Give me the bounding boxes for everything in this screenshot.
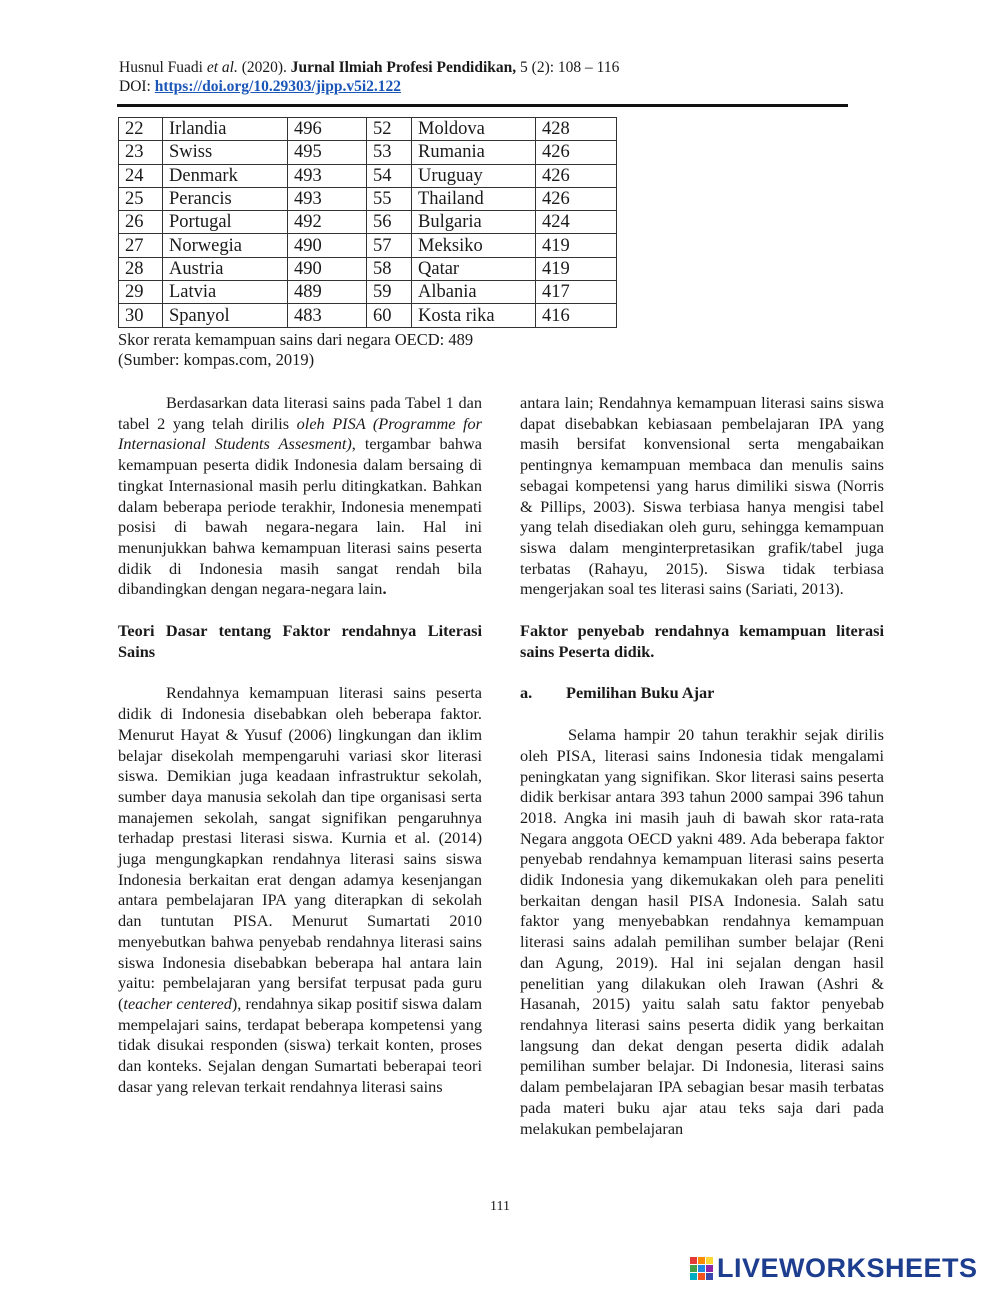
left-column: [118, 393, 482, 1098]
citation-etal: et al.: [206, 59, 238, 76]
table-cell: 57: [367, 234, 412, 257]
table-row: [119, 164, 617, 187]
table-cell: 56: [367, 211, 412, 234]
right-column: [520, 393, 884, 1139]
table-row: [119, 257, 617, 280]
logo-square: [690, 1265, 697, 1272]
logo-text: LIVEWORKSHEETS: [717, 1253, 978, 1283]
doi-line: [119, 77, 619, 96]
table-cell: Thailand: [412, 187, 536, 210]
table-cell: Latvia: [163, 281, 288, 304]
table-cell: 54: [367, 164, 412, 187]
journal-name: Jurnal Ilmiah Profesi Pendidikan,: [290, 59, 517, 76]
table-cell: 428: [536, 118, 617, 141]
table-cell: Norwegia: [163, 234, 288, 257]
table-cell: 416: [536, 304, 617, 327]
text-run-italic: teacher centered: [123, 993, 232, 1013]
table-cell: 493: [288, 187, 367, 210]
table-cell: Irlandia: [163, 118, 288, 141]
table-row: [119, 141, 617, 164]
table-cell: Swiss: [163, 141, 288, 164]
subsection-title: Pemilihan Buku Ajar: [566, 683, 715, 703]
table-cell: 58: [367, 257, 412, 280]
table-row: [119, 281, 617, 304]
table-cell: 29: [119, 281, 163, 304]
citation-year: (2020).: [237, 59, 291, 76]
table-cell: 419: [536, 234, 617, 257]
table-cell: 496: [288, 118, 367, 141]
table-cell: 27: [119, 234, 163, 257]
table-row: [119, 187, 617, 210]
table-cell: 417: [536, 281, 617, 304]
table-cell: 419: [536, 257, 617, 280]
table-note-oecd: Skor rerata kemampuan sains dari negara OECD: 489: [118, 330, 474, 349]
section-heading: Faktor penyebab rendahnya kemampuan literasi sains Peserta didik.: [520, 621, 884, 661]
table-cell: Portugal: [163, 211, 288, 234]
doi-link[interactable]: https://doi.org/10.29303/jipp.v5i2.122: [154, 78, 402, 95]
table-source: (Sumber: kompas.com, 2019): [118, 349, 315, 369]
logo-square: [698, 1273, 705, 1280]
table-cell: Spanyol: [163, 304, 288, 327]
text-run: Rendahnya kemampuan literasi sains peserta didik di Indonesia disebabkan oleh beberapa faktor. Menurut Hayat & Yusuf (2006) lingkungan dan iklim belajar disekolah mempengaruhi variasi skor literasi siswa. Demikian juga keadaan infrastruktur sekolah, sumber daya manusia sekolah dan tipe organisasi serta manajemen sekolah, sangat signifikan pengaruhnya terhadap prestasi literasi siswa. Kurnia et al. (2014) juga mengungkapkan rendahnya literasi sains siswa Indonesia berkaitan erat dengan adamya kesenjangan antara pembelajaran IPA yang diterapkan di sekolah dan tuntutan PISA. Menurut Sumartati 2010 menyebutkan bahwa penyebab rendahnya literasi sains siswa Indonesia disebabkan beberapa hal antara lain yaitu: pembelajaran yang bersifat terpusat pada guru (: [118, 683, 482, 1013]
table-cell: Kosta rika: [412, 304, 536, 327]
table-cell: 28: [119, 257, 163, 280]
table-cell: 26: [119, 211, 163, 234]
table-cell: 23: [119, 141, 163, 164]
table-cell: Perancis: [163, 187, 288, 210]
header-rule: [117, 104, 848, 107]
table-cell: 490: [288, 257, 367, 280]
table-cell: 426: [536, 187, 617, 210]
logo-square: [690, 1273, 697, 1280]
paragraph: antara lain; Rendahnya kemampuan literasi sains siswa dapat disebabkan kebiasaan pembelajaran IPA yang masih bersifat konvensional serta mengabaikan pentingnya kemampuan membaca dan menulis sains sebagai kompetensi yang harus dimiliki siswa (Norris & Pillips, 2003). Siswa terbiasa hanya mengisi tabel yang telah disediakan oleh guru, sehingga kemampuan siswa dalam menginterpretasikan grafik/tabel juga terbatas (Rahayu, 2015). Siswa tidak terbiasa mengerjakan soal tes literasi sains (Sariati, 2013).: [520, 393, 884, 599]
table-cell: Rumania: [412, 141, 536, 164]
running-header: [119, 58, 619, 96]
table-cell: 424: [536, 211, 617, 234]
subsection-heading: [520, 683, 884, 704]
table-cell: Moldova: [412, 118, 536, 141]
table-cell: 59: [367, 281, 412, 304]
paragraph: Selama hampir 20 tahun terakhir sejak dirilis oleh PISA, literasi sains Indonesia tidak mengalami peningkatan yang signifikan. Skor literasi sains peserta didik berkisar antara 393 tahun 2000 sampai 396 tahun 2018. Angka ini masih jauh di bawah skor rata-rata Negara anggota OECD yakni 489. Ada beberapa faktor penyebab rendahnya kemampuan literasi sains peserta didik Indonesia yang dikemukakan oleh para peneliti berkaitan dengan hasil PISA Indonesia. Salah satu faktor yang menyebabkan rendahnya kemampuan literasi sains adalah pemilihan sumber belajar (Reni dan Agung, 2019). Hal ini sejalan dengan hasil penelitian yang dilakukan oleh Irawan (Ashri & Hasanah, 2015) yaitu salah satu faktor penyebab rendahnya literasi sains peserta didik yang berkaitan langsung dan dekat dengan peserta didik adalah pemilihan sumber belajar. Di Indonesia, literasi sains dalam pembelajaran IPA sebagian besar masih terbatas pada materi buku ajar atau teks saja dari pada melakukan pembelajaran: [520, 725, 884, 1138]
table-cell: 495: [288, 141, 367, 164]
table-row: [119, 211, 617, 234]
logo-square: [690, 1257, 697, 1264]
text-run: ), rendahnya sikap positif siswa dalam mempelajari sains, terdapat beberapa kompetensi yang tidak disukai responden (siswa) terkait konten, proses dan konteks. Sejalan dengan Sumartati beberapai teori dasar yang relevan terkait rendahnya literasi sains: [118, 993, 482, 1096]
table-cell: 53: [367, 141, 412, 164]
table-cell: 426: [536, 164, 617, 187]
table-cell: 55: [367, 187, 412, 210]
logo-square: [698, 1265, 705, 1272]
table-cell: 30: [119, 304, 163, 327]
subsection-number: a.: [520, 683, 533, 703]
table-cell: Bulgaria: [412, 211, 536, 234]
logo-square: [706, 1257, 713, 1264]
liveworksheets-logo: [690, 1253, 978, 1284]
table-cell: 490: [288, 234, 367, 257]
table-row: [119, 304, 617, 327]
table-cell: Denmark: [163, 164, 288, 187]
table-cell: Austria: [163, 257, 288, 280]
table-cell: 25: [119, 187, 163, 210]
text-run: , tergambar bahwa kemampuan peserta didik Indonesia dalam bersaing di tingkat Internasional masih perlu ditingkatkan. Bahkan dalam beberapa periode terakhir, Indonesia menempati posisi di bawah negara-negara lain. Hal ini menunjukkan bahwa kemampuan literasi sains peserta didik di Indonesia masih sangat rendah bila dibandingkan dengan negara-negara lain: [118, 434, 482, 599]
table-cell: 60: [367, 304, 412, 327]
ranking-table: [118, 117, 617, 328]
doi-label: DOI:: [119, 78, 155, 95]
table-row: [119, 118, 617, 141]
table-cell: Uruguay: [412, 164, 536, 187]
text-run-italic: oleh PISA (Programme for Internasional Students Assesment): [118, 413, 482, 454]
table-cell: 483: [288, 304, 367, 327]
paragraph: [118, 393, 482, 600]
citation-author: Husnul Fuadi: [119, 59, 207, 76]
table-note: [118, 330, 473, 369]
text-run-bold: .: [382, 579, 387, 599]
table-cell: Albania: [412, 281, 536, 304]
table-cell: 492: [288, 211, 367, 234]
logo-square: [706, 1265, 713, 1272]
logo-square: [698, 1257, 705, 1264]
table-cell: 426: [536, 141, 617, 164]
table-cell: Qatar: [412, 257, 536, 280]
table-cell: 22: [119, 118, 163, 141]
page-number: 111: [490, 1199, 510, 1214]
paragraph: [118, 683, 482, 1097]
section-heading: Teori Dasar tentang Faktor rendahnya Literasi Sains: [118, 621, 482, 661]
table-cell: 493: [288, 164, 367, 187]
text-run: Berdasarkan data literasi sains pada Tabel 1 dan tabel 2 yang telah dirilis: [118, 393, 482, 433]
logo-square: [706, 1273, 713, 1280]
citation-line: [119, 58, 619, 77]
table-cell: 24: [119, 164, 163, 187]
table-row: [119, 234, 617, 257]
journal-volume: 5 (2): 108 – 116: [516, 59, 620, 76]
logo-grid-icon: [690, 1257, 713, 1280]
table-cell: 52: [367, 118, 412, 141]
table-cell: Meksiko: [412, 234, 536, 257]
table-cell: 489: [288, 281, 367, 304]
